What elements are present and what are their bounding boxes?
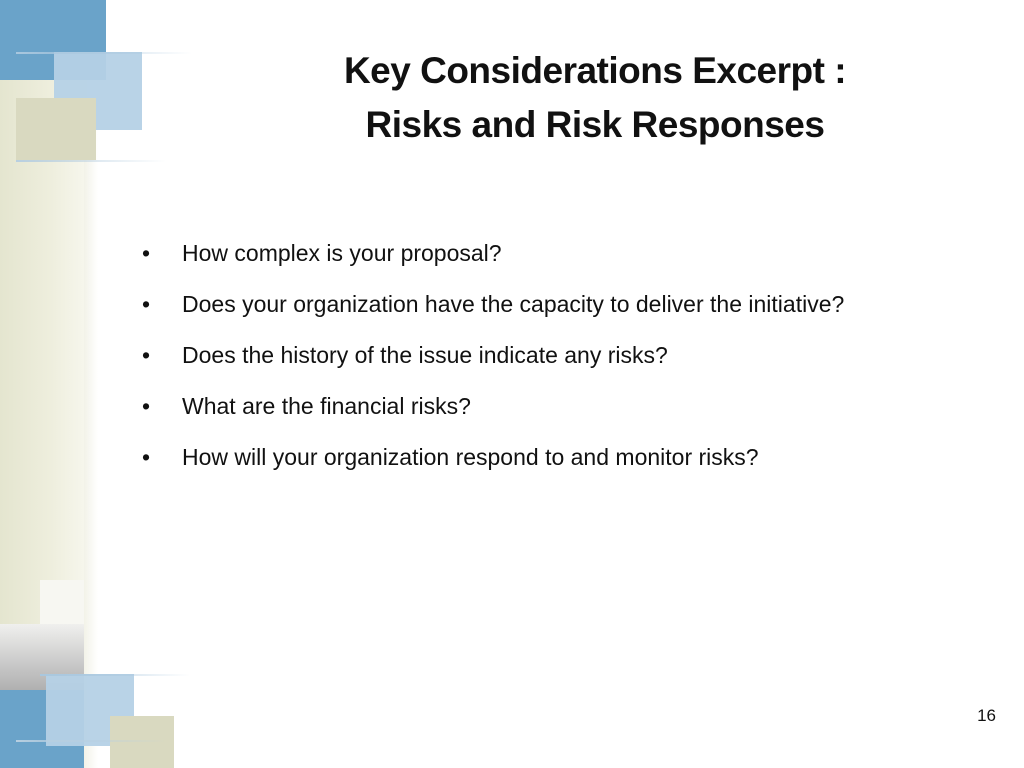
decorative-line [16, 740, 166, 742]
decorative-line [16, 160, 166, 162]
decorative-square-tan-bottom [110, 716, 174, 768]
decorative-line [16, 52, 192, 54]
bullet-text: How complex is your proposal? [182, 240, 502, 266]
bullet-dot: • [142, 291, 151, 317]
bullet-text: Does your organization have the capacity to deliver the initiative? [182, 291, 845, 317]
bullet-dot: • [142, 444, 151, 470]
page-number: 16 [977, 706, 996, 725]
bullet-item [140, 236, 920, 270]
bullet-text: Does the history of the issue indicate any risks? [182, 342, 668, 368]
bullet-item [140, 389, 920, 423]
decorative-square-tan [16, 98, 96, 160]
slide-title [240, 44, 950, 152]
bullet-item [140, 287, 920, 321]
bullet-dot: • [142, 342, 151, 368]
decorative-line [40, 674, 190, 676]
bullet-text: What are the financial risks? [182, 393, 471, 419]
bullet-item [140, 440, 920, 474]
slide-title-line-1: Key Considerations Excerpt : [343, 50, 847, 91]
bullet-list [140, 236, 920, 491]
bullet-dot: • [142, 240, 151, 266]
bullet-text: How will your organization respond to and monitor risks? [182, 444, 759, 470]
bullet-dot: • [142, 393, 151, 419]
bullet-item [140, 338, 920, 372]
slide-title-line-2: Risks and Risk Responses [365, 104, 825, 145]
